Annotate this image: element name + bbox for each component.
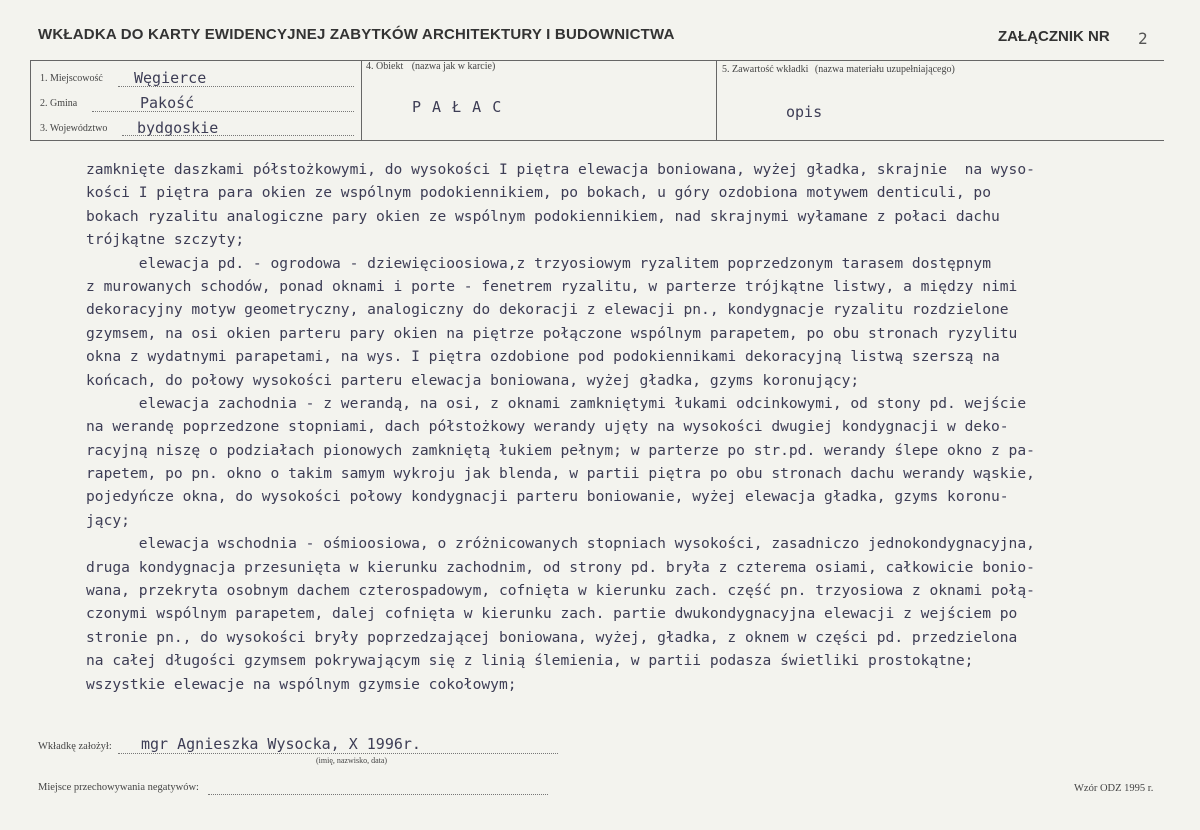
prepared-by-label: Wkładkę założył:: [38, 741, 112, 752]
body-line: na werandę poprzedzone stopniami, dach półstożkowy werandy ujęty na wysokości dwugiej kondygnacji w deko-: [86, 418, 1009, 436]
header-divider-1: [361, 60, 362, 140]
province-dotted-line: [122, 135, 354, 136]
body-line: elewacja pd. - ogrodowa - dziewięcioosiowa,z trzyosiowym ryzalitem poprzedzonym tarasem dostępnym: [86, 254, 991, 272]
header-box-left-border: [30, 60, 31, 140]
object-sublabel: (nazwa jak w karcie): [411, 61, 496, 72]
place-label: 1. Miejscowość: [40, 73, 103, 84]
negatives-location-label: Miejsce przechowywania negatywów:: [38, 782, 199, 793]
province-label: 3. Województwo: [40, 123, 108, 134]
content-label-text: 5. Zawartość wkładki: [722, 64, 809, 75]
body-line: okna z wydatnymi parapetami, na wys. I piętra ozdobione pod podokiennikami dekoracyjną listwą szerszą na: [86, 348, 1000, 366]
body-line: rapetem, po pn. okno o takim samym wykroju jak blenda, w partii piętra po obu stronach dachu werandy wąskie,: [86, 465, 1035, 483]
prepared-by-dotted-line: [118, 753, 558, 754]
body-line: gzymsem, na osi okien parteru pary okien na piętrze połączone wspólnym parapetem, po obu stronach ryzylitu: [86, 324, 1018, 342]
prepared-by-value: mgr Agnieszka Wysocka, X 1996r.: [141, 735, 421, 753]
body-line: pojedyńcze okna, do wysokości połowy kondygnacji parteru boniowanie, wyżej elewacja gładka, gzyms koronu-: [86, 488, 1009, 506]
province-value: bydgoskie: [137, 119, 219, 137]
body-line: czonymi wspólnym parapetem, dalej cofnięta w kierunku zach. partie dwukondygnacyjna elewacji z wejściem po: [86, 605, 1018, 623]
object-label: [366, 61, 495, 72]
commune-value: Pakość: [140, 94, 195, 112]
place-dotted-line: [118, 86, 354, 87]
object-label-text: 4. Obiekt: [366, 61, 404, 72]
place-value: Węgierce: [134, 69, 207, 87]
body-line: z murowanych schodów, ponad oknami i porte - fenetrem ryzalitu, w parterze trójkątne listwy, a między nimi: [86, 277, 1018, 295]
annex-number: 2: [1138, 29, 1148, 48]
body-line: końcach, do połowy wysokości parteru elewacja boniowana, wyżej gładka, gzyms koronujący;: [86, 371, 860, 389]
body-line: wana, przekryta osobnym dachem czterospadowym, cofnięta w kierunku zach. część pn. trzyosiowa z oknami połą-: [86, 582, 1035, 600]
negatives-location-dotted-line: [208, 794, 548, 795]
content-sublabel: (nazwa materiału uzupełniającego): [814, 64, 955, 75]
body-line: kości I piętra para okien ze wspólnym podokiennikiem, po bokach, u góry ozdobiona motywem denticuli, po: [86, 184, 991, 202]
annex-label: ZAŁĄCZNIK NR: [998, 28, 1110, 45]
content-label: [722, 64, 955, 75]
commune-label: 2. Gmina: [40, 98, 78, 109]
form-title: WKŁADKA DO KARTY EWIDENCYJNEJ ZABYTKÓW ARCHITEKTURY I BUDOWNICTWA: [38, 26, 675, 43]
content-value: opis: [786, 103, 823, 121]
prepared-by-sublabel: (imię, nazwisko, data): [316, 756, 388, 765]
body-line: elewacja zachodnia - z werandą, na osi, z oknami zamkniętymi łukami odcinkowymi, od stony pd. wejście: [86, 394, 1027, 412]
header-box-top-border: [30, 60, 1164, 61]
body-line: racyjną niszę o podziałach pionowych zamkniętą łukiem pełnym; w parterze po str.pd. werandy ślepe okno z pa-: [86, 441, 1035, 459]
body-line: zamknięte daszkami półstożkowymi, do wysokości I piętra elewacja boniowana, wyżej gładka, skrajnie na wyso-: [86, 161, 1035, 178]
object-value: P A Ł A C: [412, 98, 503, 116]
body-line: druga kondygnacja przesunięta w kierunku zachodnim, od strony pd. bryła z czterema osiami, całkowicie bonio-: [86, 558, 1035, 576]
form-code: Wzór ODZ 1995 r.: [1074, 783, 1154, 794]
header-box-bottom-border: [30, 140, 1164, 141]
body-line: wszystkie elewacje na wspólnym gzymsie cokołowym;: [86, 675, 517, 693]
description-body: [86, 158, 1182, 696]
body-line: na całej długości gzymsem pokrywającym się z linią ślemienia, w partii podasza świetliki prostokątne;: [86, 652, 974, 670]
header-divider-2: [716, 60, 717, 140]
body-line: dekoracyjny motyw geometryczny, analogiczny do dekoracji z elewacji pn., kondygnacje ryzalitu rozdzielone: [86, 301, 1009, 319]
body-line: trójkątne szczyty;: [86, 231, 245, 249]
body-line: jący;: [86, 511, 130, 529]
commune-dotted-line: [92, 111, 354, 112]
body-line: stronie pn., do wysokości bryły poprzedzającej boniowana, wyżej, gładka, z oknem w części pd. przedzielona: [86, 628, 1018, 646]
body-line: elewacja wschodnia - ośmioosiowa, o zróżnicowanych stopniach wysokości, zasadniczo jednokondygnacyjna,: [86, 535, 1035, 553]
body-line: bokach ryzalitu analogiczne pary okien ze wspólnym podokiennikiem, nad skrajnymi wyłamane z połaci dachu: [86, 207, 1000, 225]
